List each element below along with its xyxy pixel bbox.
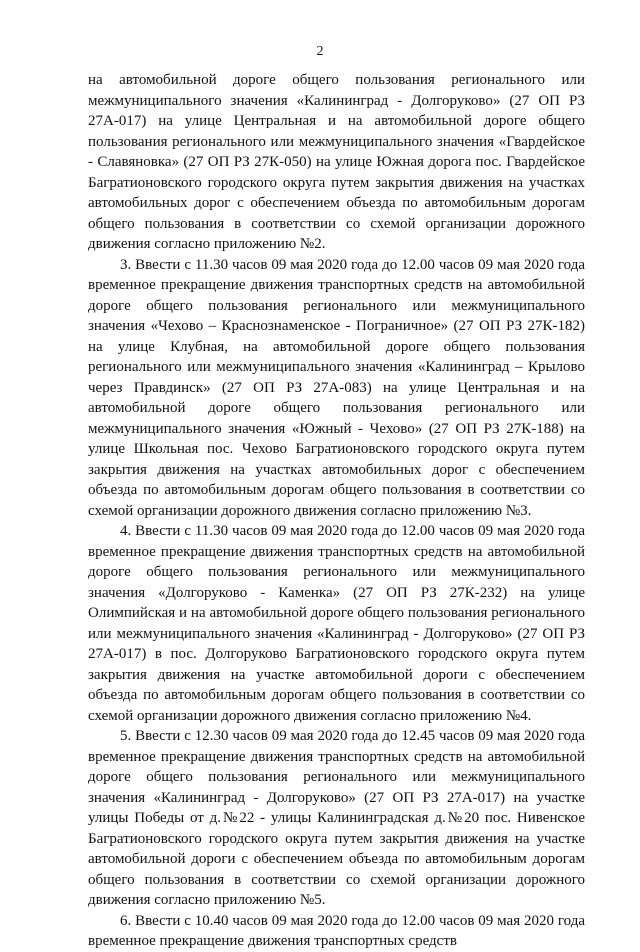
document-body [88,70,585,952]
page-number: 2 [316,44,324,59]
paragraph-item-5: 5. Ввести с 12.30 часов 09 мая 2020 года до 12.45 часов 09 мая 2020 года временное прекращение движения транспортных средств на автомобильной дороге общего пользования регионального или межмуниципального значения «Калининград - Долгоруково» (27 ОП РЗ 27А-017) на участке улицы Победы от д.№22 - улицы Калининградская д.№20 пос. Нивенское Багратионовского городского округа путем закрытия движения на участке автомобильной дороги с обеспечением объезда по автомобильным дорогам общего пользования в соответствии со схемой организации дорожного движения согласно приложению №5. [88,728,585,908]
paragraph-continuation: на автомобильной дороге общего пользования регионального или межмуниципального значения «Калининград - Долгоруково» (27 ОП РЗ 27А-017) на улице Центральная и на автомобильной дороге общего пользования регионального или межмуниципального значения «Гвардейское - Славяновка» (27 ОП РЗ 27К-050) на улице Южная дорога пос. Гвардейское Багратионовского городского округа путем закрытия движения на участках автомобильных дорог с обеспечением объезда по автомобильным дорогам общего пользования в соответствии со схемой организации дорожного движения согласно приложению №2. [88,72,585,252]
paragraph-item-3: 3. Ввести с 11.30 часов 09 мая 2020 года до 12.00 часов 09 мая 2020 года временное прекращение движения транспортных средств на автомобильной дороге общего пользования регионального или межмуниципального значения «Чехово – Краснознаменское - Пограничное» (27 ОП РЗ 27К-182) на улице Клубная, на автомобильной дороге общего пользования регионального или межмуниципального значения «Калининград – Крылово через Правдинск» (27 ОП РЗ 27А-083) на улице Центральная и на автомобильной дороге общего пользования регионального или межмуниципального значения «Южный - Чехово» (27 ОП РЗ 27К-188) на улице Школьная пос. Чехово Багратионовского городского округа путем закрытия движения на участках автомобильных дорог с обеспечением объезда по автомобильным дорогам общего пользования в соответствии со схемой организации дорожного движения согласно приложению №3. [88,256,585,519]
paragraph-item-6: 6. Ввести с 10.40 часов 09 мая 2020 года до 12.00 часов 09 мая 2020 года временное прекращение движения транспортных средств [88,912,585,949]
paragraph-item-4: 4. Ввести с 11.30 часов 09 мая 2020 года до 12.00 часов 09 мая 2020 года временное прекращение движения транспортных средств на автомобильной дороге общего пользования регионального или межмуниципального значения «Долгоруково - Каменка» (27 ОП РЗ 27К-232) на улице Олимпийская и на автомобильной дороге общего пользования регионального или межмуниципального значения «Калининград - Долгоруково» (27 ОП РЗ 27А-017) в пос. Долгоруково Багратионовского городского округа путем закрытия движения на участке автомобильной дороги с обеспечением объезда по автомобильным дорогам общего пользования в соответствии со схемой организации дорожного движения согласно приложению №4. [88,523,585,724]
